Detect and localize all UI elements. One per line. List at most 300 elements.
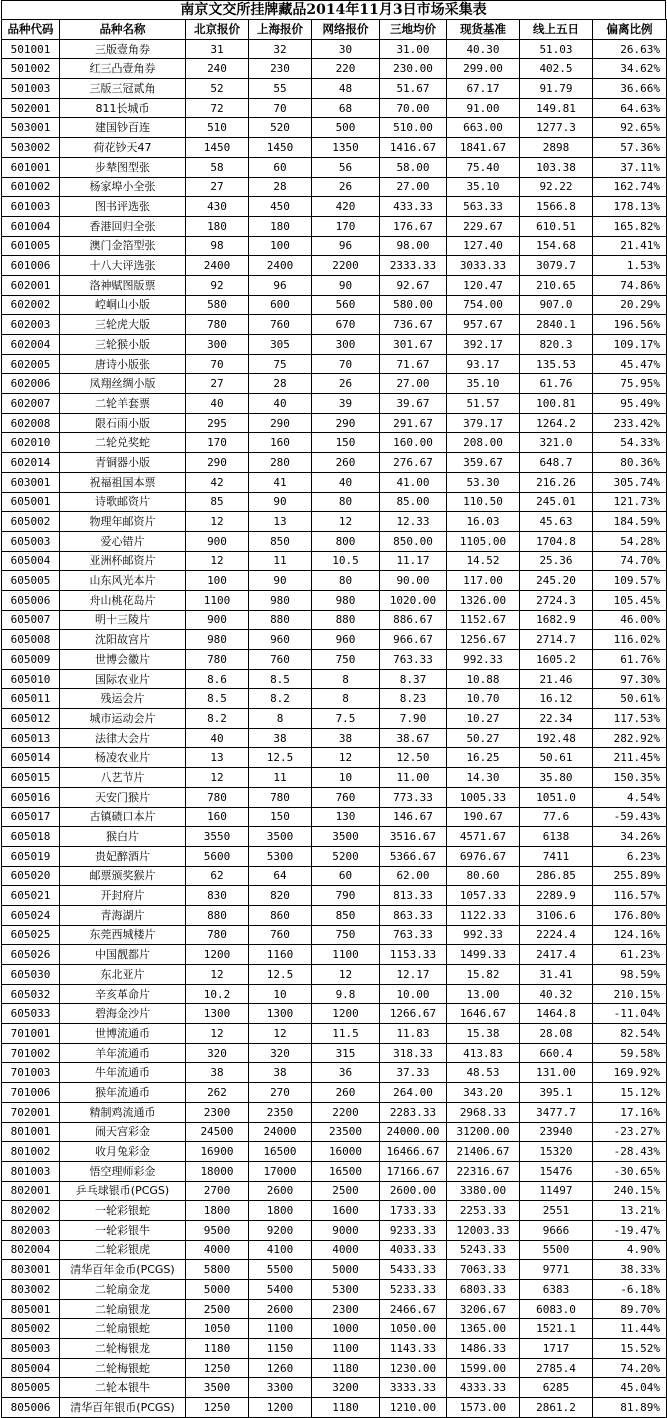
five-day-cell: 2714.7	[520, 630, 593, 650]
deviation-cell: 81.89%	[593, 1398, 667, 1418]
code-cell: 701003	[2, 1063, 60, 1083]
code-cell: 502001	[2, 98, 60, 118]
shanghai-price-cell: 4100	[249, 1240, 312, 1260]
benchmark-cell: 10.27	[447, 709, 520, 729]
online-price-cell: 750	[312, 925, 380, 945]
code-cell: 503001	[2, 118, 60, 138]
name-cell: 国际农业片	[60, 669, 186, 689]
average-price-cell: 2283.33	[380, 1102, 447, 1122]
average-price-cell: 5233.33	[380, 1280, 447, 1300]
table-row	[2, 669, 667, 689]
beijing-price-cell: 900	[186, 531, 249, 551]
table-row	[2, 59, 667, 79]
deviation-cell: -6.18%	[593, 1280, 667, 1300]
deviation-cell: 74.20%	[593, 1358, 667, 1378]
shanghai-price-cell: 1200	[249, 1398, 312, 1418]
name-cell: 二轮扇金龙	[60, 1280, 186, 1300]
market-table	[1, 19, 667, 1418]
shanghai-price-cell: 40	[249, 394, 312, 414]
code-cell: 605012	[2, 709, 60, 729]
online-price-cell: 10	[312, 768, 380, 788]
beijing-price-cell: 4000	[186, 1240, 249, 1260]
name-cell: 香港回归全张	[60, 216, 186, 236]
deviation-cell: 75.95%	[593, 374, 667, 394]
table-row	[2, 394, 667, 414]
five-day-cell: 245.20	[520, 571, 593, 591]
deviation-cell: 255.89%	[593, 866, 667, 886]
average-price-cell: 85.00	[380, 492, 447, 512]
beijing-price-cell: 160	[186, 807, 249, 827]
deviation-cell: 6.23%	[593, 846, 667, 866]
code-cell: 501002	[2, 59, 60, 79]
five-day-cell: 16.12	[520, 689, 593, 709]
shanghai-price-cell: 28	[249, 374, 312, 394]
online-price-cell: 150	[312, 433, 380, 453]
online-price-cell: 5300	[312, 1280, 380, 1300]
name-cell: 贵妃醉酒片	[60, 846, 186, 866]
five-day-cell: 395.1	[520, 1083, 593, 1103]
benchmark-cell: 75.40	[447, 157, 520, 177]
name-cell: 古镇碛口本片	[60, 807, 186, 827]
code-cell: 701006	[2, 1083, 60, 1103]
deviation-cell: -30.65%	[593, 1161, 667, 1181]
col-header-code: 品种代码	[2, 20, 60, 40]
col-header-deviation: 偏离比例	[593, 20, 667, 40]
table-row	[2, 1358, 667, 1378]
five-day-cell: 3477.7	[520, 1102, 593, 1122]
code-cell: 802002	[2, 1201, 60, 1221]
average-price-cell: 9233.33	[380, 1220, 447, 1240]
benchmark-cell: 21406.67	[447, 1142, 520, 1162]
online-price-cell: 750	[312, 650, 380, 670]
code-cell: 605009	[2, 650, 60, 670]
deviation-cell: 13.21%	[593, 1201, 667, 1221]
average-price-cell: 27.00	[380, 374, 447, 394]
benchmark-cell: 413.83	[447, 1043, 520, 1063]
name-cell: 猴白片	[60, 827, 186, 847]
code-cell: 605008	[2, 630, 60, 650]
deviation-cell: 184.59%	[593, 512, 667, 532]
five-day-cell: 23940	[520, 1122, 593, 1142]
beijing-price-cell: 10.2	[186, 984, 249, 1004]
deviation-cell: 105.45%	[593, 590, 667, 610]
deviation-cell: 176.80%	[593, 905, 667, 925]
table-row	[2, 492, 667, 512]
table-row	[2, 374, 667, 394]
online-price-cell: 23500	[312, 1122, 380, 1142]
beijing-price-cell: 780	[186, 315, 249, 335]
online-price-cell: 96	[312, 236, 380, 256]
name-cell: 邮票颁奖猴片	[60, 866, 186, 886]
benchmark-cell: 190.67	[447, 807, 520, 827]
average-price-cell: 8.23	[380, 689, 447, 709]
five-day-cell: 100.81	[520, 394, 593, 414]
beijing-price-cell: 1180	[186, 1339, 249, 1359]
deviation-cell: 37.11%	[593, 157, 667, 177]
table-row	[2, 709, 667, 729]
beijing-price-cell: 980	[186, 630, 249, 650]
table-row	[2, 590, 667, 610]
average-price-cell: 276.67	[380, 453, 447, 473]
five-day-cell: 5500	[520, 1240, 593, 1260]
table-row	[2, 984, 667, 1004]
code-cell: 605014	[2, 748, 60, 768]
shanghai-price-cell: 60	[249, 157, 312, 177]
code-cell: 605032	[2, 984, 60, 1004]
name-cell: 世博会徽片	[60, 650, 186, 670]
shanghai-price-cell: 70	[249, 98, 312, 118]
table-row	[2, 925, 667, 945]
average-price-cell: 27.00	[380, 177, 447, 197]
code-cell: 601001	[2, 157, 60, 177]
online-price-cell: 10.5	[312, 551, 380, 571]
code-cell: 801003	[2, 1161, 60, 1181]
benchmark-cell: 1646.67	[447, 1004, 520, 1024]
beijing-price-cell: 12	[186, 768, 249, 788]
name-cell: 爱心错片	[60, 531, 186, 551]
deviation-cell: 95.49%	[593, 394, 667, 414]
code-cell: 602003	[2, 315, 60, 335]
beijing-price-cell: 320	[186, 1043, 249, 1063]
shanghai-price-cell: 2350	[249, 1102, 312, 1122]
beijing-price-cell: 240	[186, 59, 249, 79]
col-header-online: 网络报价	[312, 20, 380, 40]
benchmark-cell: 14.52	[447, 551, 520, 571]
deviation-cell: 240.15%	[593, 1181, 667, 1201]
table-row	[2, 354, 667, 374]
average-price-cell: 510.00	[380, 118, 447, 138]
deviation-cell: 305.74%	[593, 472, 667, 492]
online-price-cell: 260	[312, 453, 380, 473]
table-row	[2, 1043, 667, 1063]
online-price-cell: 40	[312, 472, 380, 492]
shanghai-price-cell: 880	[249, 610, 312, 630]
code-cell: 702001	[2, 1102, 60, 1122]
name-cell: 开封府片	[60, 886, 186, 906]
deviation-cell: 50.61%	[593, 689, 667, 709]
online-price-cell: 2200	[312, 256, 380, 276]
benchmark-cell: 1841.67	[447, 138, 520, 158]
deviation-cell: 59.58%	[593, 1043, 667, 1063]
benchmark-cell: 3033.33	[447, 256, 520, 276]
beijing-price-cell: 430	[186, 197, 249, 217]
name-cell: 杨凌农业片	[60, 748, 186, 768]
table-row	[2, 295, 667, 315]
five-day-cell: 6383	[520, 1280, 593, 1300]
online-price-cell: 3500	[312, 827, 380, 847]
average-price-cell: 763.33	[380, 650, 447, 670]
benchmark-cell: 359.67	[447, 453, 520, 473]
benchmark-cell: 343.20	[447, 1083, 520, 1103]
online-price-cell: 5200	[312, 846, 380, 866]
table-row	[2, 1398, 667, 1418]
five-day-cell: 2861.2	[520, 1398, 593, 1418]
table-row	[2, 748, 667, 768]
benchmark-cell: 4571.67	[447, 827, 520, 847]
deviation-cell: 150.35%	[593, 768, 667, 788]
table-row	[2, 1220, 667, 1240]
online-price-cell: 68	[312, 98, 380, 118]
table-row	[2, 453, 667, 473]
name-cell: 猴年流通币	[60, 1083, 186, 1103]
shanghai-price-cell: 13	[249, 512, 312, 532]
five-day-cell: 2898	[520, 138, 593, 158]
shanghai-price-cell: 2600	[249, 1299, 312, 1319]
code-cell: 605002	[2, 512, 60, 532]
average-price-cell: 39.67	[380, 394, 447, 414]
average-price-cell: 1143.33	[380, 1339, 447, 1359]
online-price-cell: 70	[312, 354, 380, 374]
deviation-cell: 1.53%	[593, 256, 667, 276]
beijing-price-cell: 8.5	[186, 689, 249, 709]
benchmark-cell: 6976.67	[447, 846, 520, 866]
name-cell: 一轮彩银蛇	[60, 1201, 186, 1221]
online-price-cell: 16000	[312, 1142, 380, 1162]
shanghai-price-cell: 38	[249, 728, 312, 748]
table-row	[2, 197, 667, 217]
code-cell: 802001	[2, 1181, 60, 1201]
table-row	[2, 1339, 667, 1359]
name-cell: 辛亥革命片	[60, 984, 186, 1004]
beijing-price-cell: 2300	[186, 1102, 249, 1122]
online-price-cell: 850	[312, 905, 380, 925]
benchmark-cell: 10.70	[447, 689, 520, 709]
online-price-cell: 2300	[312, 1299, 380, 1319]
shanghai-price-cell: 100	[249, 236, 312, 256]
shanghai-price-cell: 1260	[249, 1358, 312, 1378]
name-cell: 祝福祖国本票	[60, 472, 186, 492]
deviation-cell: 26.63%	[593, 39, 667, 59]
code-cell: 601004	[2, 216, 60, 236]
code-cell: 602002	[2, 295, 60, 315]
code-cell: 602006	[2, 374, 60, 394]
benchmark-cell: 14.30	[447, 768, 520, 788]
code-cell: 701002	[2, 1043, 60, 1063]
deviation-cell: 57.36%	[593, 138, 667, 158]
benchmark-cell: 48.53	[447, 1063, 520, 1083]
beijing-price-cell: 5800	[186, 1260, 249, 1280]
shanghai-price-cell: 1100	[249, 1319, 312, 1339]
deviation-cell: 233.42%	[593, 413, 667, 433]
online-price-cell: 56	[312, 157, 380, 177]
online-price-cell: 800	[312, 531, 380, 551]
name-cell: 收月兔彩金	[60, 1142, 186, 1162]
average-price-cell: 736.67	[380, 315, 447, 335]
code-cell: 605024	[2, 905, 60, 925]
shanghai-price-cell: 450	[249, 197, 312, 217]
benchmark-cell: 1057.33	[447, 886, 520, 906]
five-day-cell: 92.22	[520, 177, 593, 197]
beijing-price-cell: 52	[186, 79, 249, 99]
code-cell: 602001	[2, 275, 60, 295]
online-price-cell: 880	[312, 610, 380, 630]
average-price-cell: 966.67	[380, 630, 447, 650]
code-cell: 605001	[2, 492, 60, 512]
table-row	[2, 1319, 667, 1339]
five-day-cell: 15320	[520, 1142, 593, 1162]
deviation-cell: 97.30%	[593, 669, 667, 689]
code-cell: 801002	[2, 1142, 60, 1162]
table-row	[2, 689, 667, 709]
name-cell: 红三凸壹角券	[60, 59, 186, 79]
average-price-cell: 38.67	[380, 728, 447, 748]
benchmark-cell: 392.17	[447, 335, 520, 355]
name-cell: 二轮梅银蛇	[60, 1358, 186, 1378]
average-price-cell: 160.00	[380, 433, 447, 453]
five-day-cell: 7411	[520, 846, 593, 866]
benchmark-cell: 3206.67	[447, 1299, 520, 1319]
online-price-cell: 38	[312, 728, 380, 748]
table-row	[2, 1083, 667, 1103]
five-day-cell: 1051.0	[520, 787, 593, 807]
beijing-price-cell: 58	[186, 157, 249, 177]
benchmark-cell: 15.38	[447, 1024, 520, 1044]
deviation-cell: 61.76%	[593, 650, 667, 670]
benchmark-cell: 229.67	[447, 216, 520, 236]
beijing-price-cell: 72	[186, 98, 249, 118]
shanghai-price-cell: 41	[249, 472, 312, 492]
beijing-price-cell: 5600	[186, 846, 249, 866]
code-cell: 605015	[2, 768, 60, 788]
name-cell: 亚洲杯邮资片	[60, 551, 186, 571]
beijing-price-cell: 1250	[186, 1358, 249, 1378]
average-price-cell: 1050.00	[380, 1319, 447, 1339]
online-price-cell: 1180	[312, 1358, 380, 1378]
beijing-price-cell: 92	[186, 275, 249, 295]
five-day-cell: 1264.2	[520, 413, 593, 433]
beijing-price-cell: 40	[186, 728, 249, 748]
table-row	[2, 157, 667, 177]
code-cell: 602004	[2, 335, 60, 355]
five-day-cell: 2417.4	[520, 945, 593, 965]
code-cell: 605025	[2, 925, 60, 945]
benchmark-cell: 299.00	[447, 59, 520, 79]
beijing-price-cell: 12	[186, 551, 249, 571]
code-cell: 805002	[2, 1319, 60, 1339]
shanghai-price-cell: 520	[249, 118, 312, 138]
average-price-cell: 58.00	[380, 157, 447, 177]
five-day-cell: 28.08	[520, 1024, 593, 1044]
benchmark-cell: 6803.33	[447, 1280, 520, 1300]
average-price-cell: 51.67	[380, 79, 447, 99]
deviation-cell: 98.59%	[593, 965, 667, 985]
benchmark-cell: 1486.33	[447, 1339, 520, 1359]
online-price-cell: 9000	[312, 1220, 380, 1240]
name-cell: 舟山桃花岛片	[60, 590, 186, 610]
shanghai-price-cell: 90	[249, 571, 312, 591]
name-cell: 诗歌邮资片	[60, 492, 186, 512]
beijing-price-cell: 580	[186, 295, 249, 315]
deviation-cell: 21.41%	[593, 236, 667, 256]
deviation-cell: 89.70%	[593, 1299, 667, 1319]
beijing-price-cell: 1050	[186, 1319, 249, 1339]
benchmark-cell: 93.17	[447, 354, 520, 374]
five-day-cell: 2224.4	[520, 925, 593, 945]
deviation-cell: -19.47%	[593, 1220, 667, 1240]
shanghai-price-cell: 760	[249, 650, 312, 670]
name-cell: 残运会片	[60, 689, 186, 709]
code-cell: 602014	[2, 453, 60, 473]
name-cell: 物理年邮资片	[60, 512, 186, 532]
beijing-price-cell: 300	[186, 335, 249, 355]
name-cell: 青铜器小版	[60, 453, 186, 473]
online-price-cell: 170	[312, 216, 380, 236]
table-row	[2, 610, 667, 630]
benchmark-cell: 91.00	[447, 98, 520, 118]
table-row	[2, 866, 667, 886]
online-price-cell: 260	[312, 1083, 380, 1103]
table-row	[2, 98, 667, 118]
average-price-cell: 850.00	[380, 531, 447, 551]
code-cell: 602005	[2, 354, 60, 374]
beijing-price-cell: 18000	[186, 1161, 249, 1181]
name-cell: 乒乓球银币(PCGS)	[60, 1181, 186, 1201]
benchmark-cell: 992.33	[447, 650, 520, 670]
shanghai-price-cell: 8.5	[249, 669, 312, 689]
beijing-price-cell: 31	[186, 39, 249, 59]
deviation-cell: 54.33%	[593, 433, 667, 453]
shanghai-price-cell: 230	[249, 59, 312, 79]
code-cell: 803002	[2, 1280, 60, 1300]
five-day-cell: 9771	[520, 1260, 593, 1280]
online-price-cell: 790	[312, 886, 380, 906]
benchmark-cell: 957.67	[447, 315, 520, 335]
benchmark-cell: 379.17	[447, 413, 520, 433]
beijing-price-cell: 27	[186, 177, 249, 197]
five-day-cell: 660.4	[520, 1043, 593, 1063]
five-day-cell: 1717	[520, 1339, 593, 1359]
average-price-cell: 146.67	[380, 807, 447, 827]
online-price-cell: 48	[312, 79, 380, 99]
beijing-price-cell: 295	[186, 413, 249, 433]
benchmark-cell: 1599.00	[447, 1358, 520, 1378]
deviation-cell: 74.70%	[593, 551, 667, 571]
five-day-cell: 9666	[520, 1220, 593, 1240]
shanghai-price-cell: 75	[249, 354, 312, 374]
col-header-five-day: 线上五日	[520, 20, 593, 40]
average-price-cell: 12.50	[380, 748, 447, 768]
shanghai-price-cell: 38	[249, 1063, 312, 1083]
online-price-cell: 3200	[312, 1378, 380, 1398]
code-cell: 605017	[2, 807, 60, 827]
benchmark-cell: 127.40	[447, 236, 520, 256]
name-cell: 法律大会片	[60, 728, 186, 748]
online-price-cell: 760	[312, 787, 380, 807]
deviation-cell: 74.86%	[593, 275, 667, 295]
benchmark-cell: 208.00	[447, 433, 520, 453]
beijing-price-cell: 12	[186, 1024, 249, 1044]
code-cell: 605003	[2, 531, 60, 551]
beijing-price-cell: 16900	[186, 1142, 249, 1162]
average-price-cell: 11.83	[380, 1024, 447, 1044]
beijing-price-cell: 290	[186, 453, 249, 473]
name-cell: 清华百年金币(PCGS)	[60, 1260, 186, 1280]
table-row	[2, 886, 667, 906]
five-day-cell: 6083.0	[520, 1299, 593, 1319]
average-price-cell: 301.67	[380, 335, 447, 355]
code-cell: 605026	[2, 945, 60, 965]
shanghai-price-cell: 8.2	[249, 689, 312, 709]
code-cell: 501001	[2, 39, 60, 59]
table-row	[2, 118, 667, 138]
average-price-cell: 5366.67	[380, 846, 447, 866]
deviation-cell: 54.28%	[593, 531, 667, 551]
code-cell: 601003	[2, 197, 60, 217]
average-price-cell: 813.33	[380, 886, 447, 906]
deviation-cell: 109.57%	[593, 571, 667, 591]
shanghai-price-cell: 10	[249, 984, 312, 1004]
col-header-benchmark: 现货基准	[447, 20, 520, 40]
